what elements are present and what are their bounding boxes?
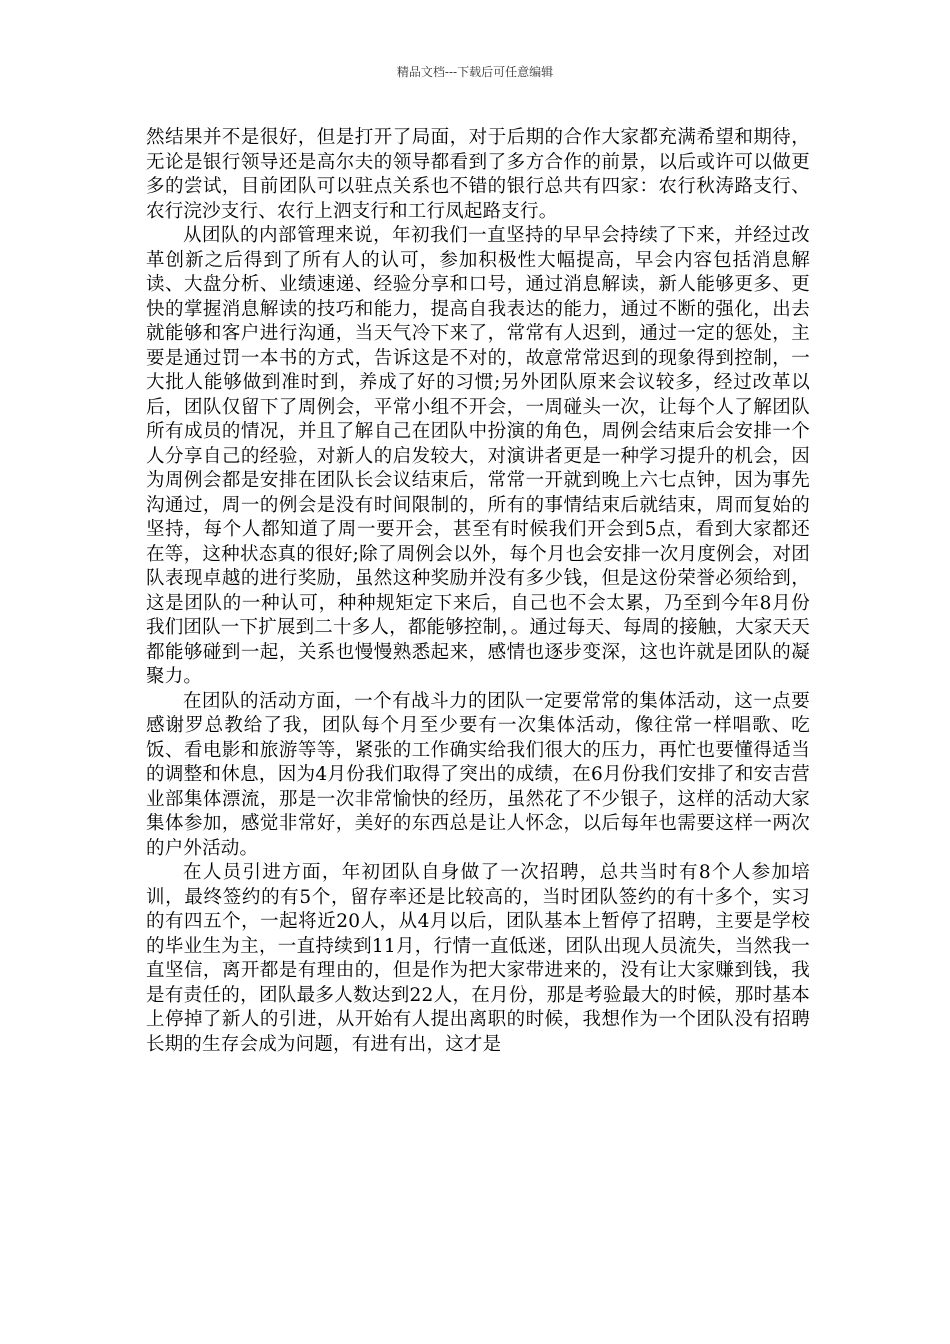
document-body	[146, 126, 810, 1057]
paragraph-3: 在团队的活动方面，一个有战斗力的团队一定要常常的集体活动，这一点要感谢罗总教给了我，团队每个月至少要有一次集体活动，像往常一样唱歌、吃饭、看电影和旅游等等，紧张的工作确实给我们很大的压力，再忙也要懂得适当的调整和休息，因为4月份我们取得了突出的成绩，在6月份我们安排了和安吉营业部集体漂流，那是一次非常愉快的经历，虽然花了不少银子，这样的活动大家集体参加，感觉非常好，美好的东西总是让人怀念，以后每年也需要这样一两次的户外活动。	[146, 690, 810, 859]
paragraph-1: 然结果并不是很好，但是打开了局面，对于后期的合作大家都充满希望和期待，无论是银行领导还是高尔夫的领导都看到了多方合作的前景，以后或许可以做更多的尝试，目前团队可以驻点关系也不错的银行总共有四家：农行秋涛路支行、农行浣沙支行、农行上泗支行和工行凤起路支行。	[146, 127, 810, 222]
paragraph-4: 在人员引进方面，年初团队自身做了一次招聘，总共当时有8个人参加培训，最终签约的有5个，留存率还是比较高的，当时团队签约的有十多个，实习的有四五个，一起将近20人，从4月以后，团队基本上暂停了招聘，主要是学校的毕业生为主，一直持续到11月，行情一直低迷，团队出现人员流失，当然我一直坚信，离开都是有理由的，但是作为把大家带进来的，没有让大家赚到钱，我是有责任的，团队最多人数达到22人，在月份，那是考验最大的时候，那时基本上停掉了新人的引进，从开始有人提出离职的时候，我想作为一个团队没有招聘长期的生存会成为问题，有进有出，这才是	[146, 862, 810, 1055]
paragraph-2: 从团队的内部管理来说，年初我们一直坚持的早早会持续了下来，并经过改革创新之后得到了所有人的认可，参加积极性大幅提高，早会内容包括消息解读、大盘分析、业绩速递、经验分享和口号，通过消息解读，新人能够更多、更快的掌握消息解读的技巧和能力，提高自我表达的能力，通过不断的强化，出去就能够和客户进行沟通，当天气冷下来了，常常有人迟到，通过一定的惩处，主要是通过罚一本书的方式，告诉这是不对的，故意常常迟到的现象得到控制，一大批人能够做到准时到，养成了好的习惯;另外团队原来会议较多，经过改革以后，团队仅留下了周例会，平常小组不开会，一周碰头一次，让每个人了解团队所有成员的情况，并且了解自己在团队中扮演的角色，周例会结束后会安排一个人分享自己的经验，对新人的启发较大，对演讲者更是一种学习提升的机会，因为周例会都是安排在团队长会议结束后，常常一开就到晚上六七点钟，因为事先沟通过，周一的例会是没有时间限制的，所有的事情结束后就结束，周而复始的坚持，每个人都知道了周一要开会，甚至有时候我们开会到5点，看到大家都还在等，这种状态真的很好;除了周例会以外，每个月也会安排一次月度例会，对团队表现卓越的进行奖励，虽然这种奖励并没有多少钱，但是这份荣誉必须给到，这是团队的一种认可，种种规矩定下来后，自己也不会太累，乃至到今年8月份我们团队一下扩展到二十多人，都能够控制，。通过每天、每周的接触，大家天天都能够碰到一起，关系也慢慢熟悉起来，感情也逐步变深，这也许就是团队的凝聚力。	[146, 225, 810, 687]
page-header: 精品文档---下载后可任意编辑	[396, 65, 554, 79]
